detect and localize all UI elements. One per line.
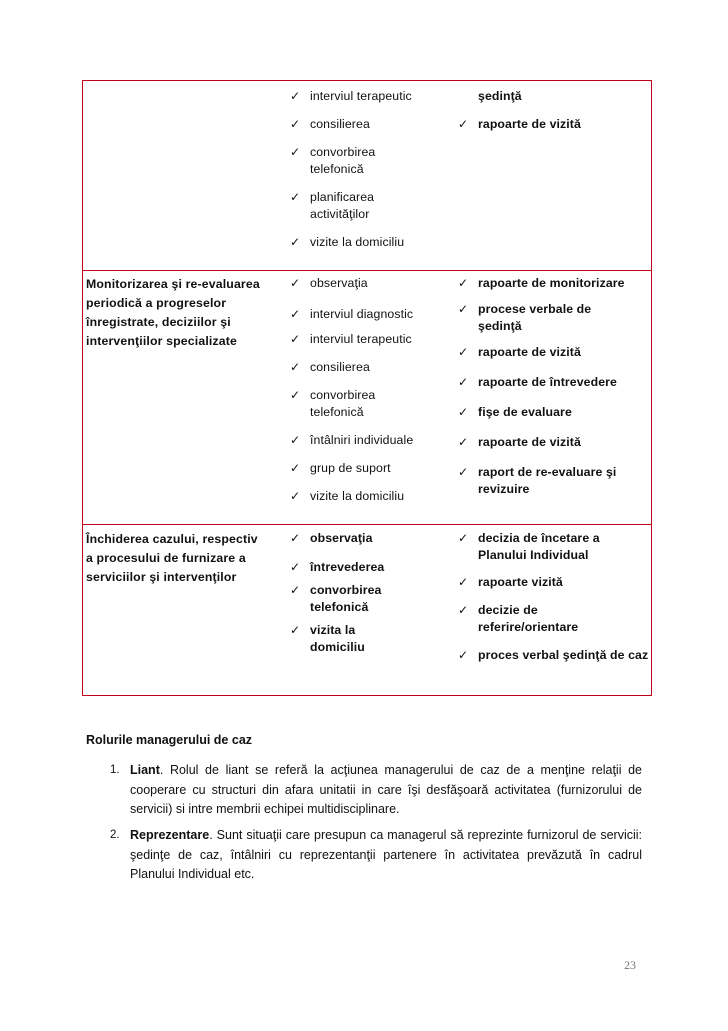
checkmark-icon: ✓: [290, 235, 301, 249]
checkmark-icon: ✓: [458, 375, 469, 389]
checkmark-icon: ✓: [458, 465, 469, 479]
checkmark-icon: ✓: [290, 531, 301, 545]
list-item: ✓ consilierea: [290, 117, 370, 131]
checkmark-icon: ✓: [458, 276, 469, 290]
list-item: ✓ rapoarte vizită: [458, 575, 563, 589]
list-item: ✓ interviul terapeutic: [290, 332, 412, 346]
list-item: ✓ întâlniri individuale: [290, 433, 414, 447]
checkmark-icon: ✓: [290, 461, 301, 475]
checkmark-icon: ✓: [458, 603, 469, 617]
checkmark-icon: ✓: [290, 307, 301, 321]
role-item-reprezentare: [110, 826, 642, 885]
checkmark-icon: ✓: [458, 302, 469, 316]
checkmark-icon: ✓: [458, 531, 469, 545]
checkmark-icon: ✓: [290, 276, 301, 290]
checkmark-icon: ✓: [290, 489, 301, 503]
checkmark-icon: ✓: [290, 89, 301, 103]
row3-stage-title: Închiderea cazului, respectiv a procesului de furnizare a serviciilor şi intervenţilor: [86, 532, 258, 584]
checkmark-icon: ✓: [290, 117, 301, 131]
list-number: 1.: [110, 764, 120, 776]
list-item: ✓ grup de suport: [290, 461, 391, 475]
role-description: [130, 761, 642, 820]
checkmark-icon: ✓: [458, 405, 469, 419]
checkmark-icon: ✓: [290, 145, 301, 159]
list-item: ✓ vizita la domiciliu: [290, 623, 365, 654]
list-item: ✓ rapoarte de vizită: [458, 435, 581, 449]
checkmark-icon: ✓: [290, 560, 301, 574]
list-item: ✓ rapoarte de vizită: [458, 345, 581, 359]
checkmark-icon: ✓: [458, 575, 469, 589]
list-item: ✓ rapoarte de vizită: [458, 117, 581, 131]
checkmark-icon: ✓: [290, 623, 301, 637]
row3-methods: [290, 530, 440, 667]
checkmark-icon: ✓: [458, 345, 469, 359]
checkmark-icon: ✓: [458, 435, 469, 449]
list-item: ✓ consilierea: [290, 360, 370, 374]
row1-methods: [290, 88, 440, 262]
row-divider-1: [82, 270, 652, 271]
role-text: . Rolul de liant se referă la acţiunea managerului de caz de a menţine relaţii de cooperare cu structuri din afara unitatii in care îşi desfăşoară activitatea (furnizorului de servicii) si intre membrii echipei multidisciplinare.: [130, 763, 642, 816]
row-divider-2: [82, 524, 652, 525]
checkmark-icon: ✓: [290, 388, 301, 402]
list-item: ✓ interviul terapeutic: [290, 89, 412, 103]
row2-stage-title: Monitorizarea şi re-evaluarea periodică a progreselor înregistrate, deciziilor şi intervenţiilor specializate: [86, 277, 260, 348]
list-item: ✓ convorbirea telefonică: [290, 583, 382, 614]
checkmark-icon: ✓: [290, 360, 301, 374]
list-item: ✓ rapoarte de monitorizare: [458, 276, 625, 290]
list-item: ✓ planificarea activităţilor: [290, 190, 375, 221]
list-item: ✓ întrevederea: [290, 560, 385, 574]
row2-documents: [458, 275, 648, 509]
role-keyword: Reprezentare: [130, 828, 210, 842]
checkmark-icon: ✓: [290, 433, 301, 447]
list-item: ✓ observaţia: [290, 531, 373, 545]
page-number: 23: [624, 958, 636, 972]
list-item: ✓ vizite la domiciliu: [290, 489, 405, 503]
checkmark-icon: ✓: [458, 648, 469, 662]
checkmark-icon: ✓: [290, 332, 301, 346]
row2-methods: [290, 275, 440, 516]
list-item: ✓ convorbirea telefonică: [290, 388, 376, 419]
list-item: ✓ rapoarte de întrevedere: [458, 375, 617, 389]
list-number: 2.: [110, 829, 120, 841]
list-item: ✓ fişe de evaluare: [458, 405, 572, 419]
list-item: ✓ interviul diagnostic: [290, 307, 414, 321]
list-item-continuation: şedinţă: [478, 89, 522, 103]
list-item: ✓ decizie de referire/orientare: [458, 603, 579, 634]
role-keyword: Liant: [130, 763, 160, 777]
list-item: ✓ procese verbale de şedinţă: [458, 302, 592, 333]
row1-documents: [458, 88, 648, 144]
role-description: [130, 826, 642, 885]
checkmark-icon: ✓: [458, 117, 469, 131]
list-item: ✓ observaţia: [290, 276, 368, 290]
list-item: ✓ proces verbal şedinţă de caz: [458, 648, 649, 662]
section-heading: Rolurile managerului de caz: [86, 733, 253, 747]
list-item: ✓ convorbirea telefonică: [290, 145, 376, 176]
list-item: ✓ raport de re-evaluare şi revizuire: [458, 465, 617, 496]
row3-documents: [458, 530, 648, 675]
checkmark-icon: ✓: [290, 190, 301, 204]
list-item: ✓ vizite la domiciliu: [290, 235, 405, 249]
role-text: . Sunt situaţii care presupun ca managerul să reprezinte furnizorul de servicii: şedinţe de caz, întâlniri cu reprezentanţii partenere în activitatea prevăzută în cadrul Planului Individual etc.: [130, 828, 642, 881]
list-item: ✓ decizia de încetare a Planului Individual: [458, 531, 600, 562]
checkmark-icon: ✓: [290, 583, 301, 597]
role-item-liant: [110, 761, 642, 820]
